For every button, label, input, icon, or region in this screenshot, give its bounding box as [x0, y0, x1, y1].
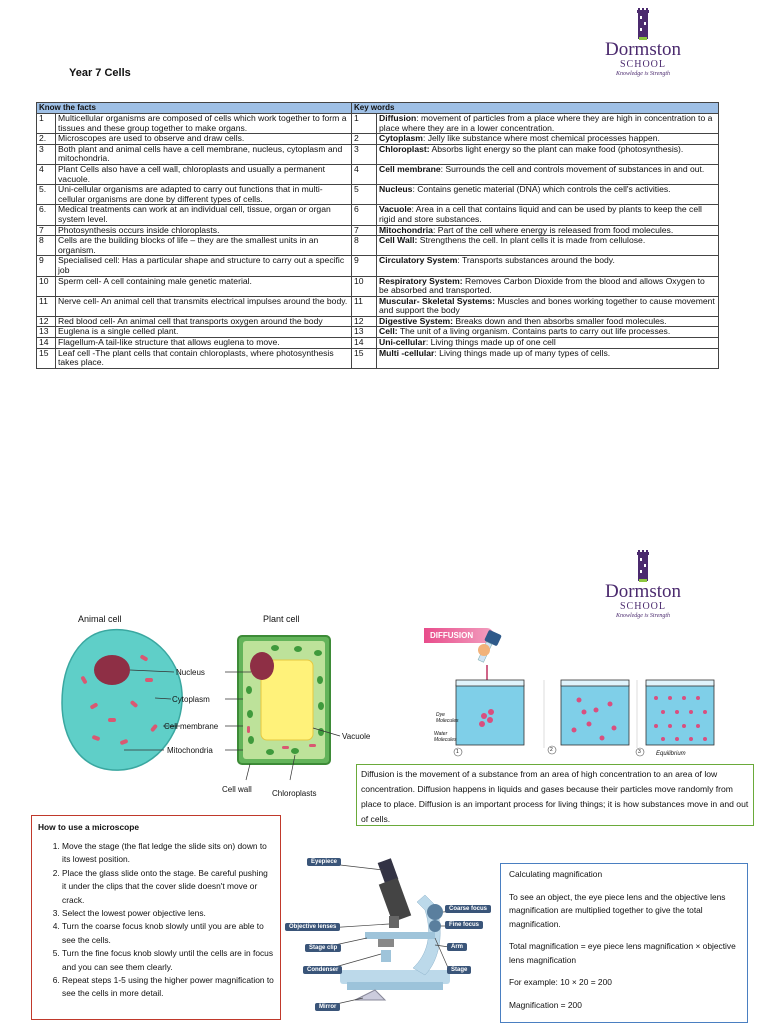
diffusion-text-box — [356, 764, 754, 826]
keyword-definition — [377, 276, 719, 296]
keyword-definition — [377, 236, 719, 256]
fact-text: Euglena is a single celled plant. — [56, 327, 352, 338]
fact-number: 5. — [37, 185, 56, 205]
keyword-term: Vacuole — [379, 204, 412, 215]
label-eyepiece: Eyepiece — [307, 858, 341, 866]
fact-text: Microscopes are used to observe and draw cells. — [56, 134, 352, 145]
label-mitochondria: Mitochondria — [167, 746, 213, 755]
stage-2: 2 — [550, 747, 553, 753]
diffusion-figure — [424, 620, 734, 764]
label-arm: Arm — [447, 943, 467, 951]
table-row — [37, 256, 719, 276]
keyword-number: 15 — [352, 348, 377, 368]
logo-motto: Knowledge is Strength — [615, 71, 671, 77]
keyword-number: 6 — [352, 205, 377, 225]
logo-motto: Knowledge is Strength — [615, 613, 671, 619]
keyword-def: Muscles and bones working together to cause movement and support the body — [379, 295, 715, 316]
water-label: Water Molecules — [434, 731, 457, 743]
keyword-def: The unit of a living organism. Contains parts to carry out life processes. — [397, 326, 671, 337]
fact-text: Photosynthesis occurs inside chloroplasts. — [56, 225, 352, 236]
fact-text: Sperm cell- A cell containing male genetic material. — [56, 276, 352, 296]
fact-number: 15 — [37, 348, 56, 368]
label-cytoplasm: Cytoplasm — [172, 695, 210, 704]
stage-1: 1 — [456, 749, 459, 755]
table-row — [37, 236, 719, 256]
diffusion-beakers — [424, 620, 734, 764]
howto-step: 6. Repeat steps 1-5 using the higher power magnification to see the cells in more detail. — [62, 974, 274, 1001]
keyword-number: 9 — [352, 256, 377, 276]
fact-text: Uni-cellular organisms are adapted to carry out functions that in multi-cellular organisms are done by different types of cells. — [56, 185, 352, 205]
magnification-p4: Magnification = 200 — [509, 999, 582, 1010]
howto-step: 3. Select the lowest power objective lens. — [62, 907, 274, 920]
tower-icon — [632, 550, 654, 582]
table-row — [37, 276, 719, 296]
cell-diagram — [50, 608, 380, 808]
fact-text: Plant Cells also have a cell wall, chloroplasts and usually a permanent vacuole. — [56, 164, 352, 184]
keyword-term: Multi -cellular — [379, 347, 435, 358]
keyword-definition — [377, 256, 719, 276]
howto-step: 5. Turn the fine focus knob slowly until the cells are in focus and you can see them clearly. — [62, 947, 274, 974]
equilibrium-label: Equilibrium — [656, 751, 686, 757]
fact-number: 7 — [37, 225, 56, 236]
keyword-term: Cell: — [379, 326, 398, 337]
fact-text: Nerve cell- An animal cell that transmits electrical impulses around the body. — [56, 296, 352, 316]
keyword-def: Breaks down and then absorbs smaller food molecules. — [453, 315, 667, 326]
fact-number: 1 — [37, 114, 56, 134]
label-objective-lenses: Objective lenses — [285, 923, 340, 931]
keyword-definition — [377, 316, 719, 327]
plant-cell-title: Plant cell — [263, 614, 300, 624]
keyword-term: Cell membrane — [379, 163, 441, 174]
keyword-term: Digestive System: — [379, 315, 454, 326]
fact-text: Cells are the building blocks of life – they are the smallest units in an organism. — [56, 236, 352, 256]
label-stage: Stage — [447, 966, 471, 974]
howto-step: 4. Turn the coarse focus knob slowly until you are able to see the cells. — [62, 920, 274, 947]
animal-nucleus — [94, 655, 130, 685]
table-row — [37, 327, 719, 338]
school-logo — [593, 8, 693, 78]
keyword-definition — [377, 225, 719, 236]
fact-number: 3 — [37, 144, 56, 164]
stage-3: 3 — [638, 749, 641, 755]
keyword-definition — [377, 185, 719, 205]
fact-number: 14 — [37, 338, 56, 349]
keyword-def: : Living things made up of one cell — [425, 337, 556, 348]
keyword-number: 13 — [352, 327, 377, 338]
keyword-definition — [377, 134, 719, 145]
fact-text: Multicellular organisms are composed of cells which work together to form a tissues and these group together to make organs. — [56, 114, 352, 134]
keyword-definition — [377, 114, 719, 134]
table-row — [37, 164, 719, 184]
label-fine-focus: Fine focus — [445, 921, 483, 929]
keyword-term: Chloroplast: — [379, 143, 430, 154]
keyword-def: : Surrounds the cell and controls movement of substances in and out. — [440, 163, 705, 174]
keyword-number: 1 — [352, 114, 377, 134]
fact-text: Specialised cell: Has a particular shape and structure to carry out a specific job — [56, 256, 352, 276]
keyword-term: Cytoplasm — [379, 133, 423, 144]
table-row — [37, 316, 719, 327]
fact-text: Flagellum-A tail-like structure that allows euglena to move. — [56, 338, 352, 349]
keyword-term: Uni-cellular — [379, 337, 426, 348]
keyword-def: : Living things made up of many types of cells. — [434, 347, 611, 358]
keyword-def: : movement of particles from a place where they are high in concentration to a place where they are in a lower concentration. — [379, 113, 713, 133]
keyword-definition — [377, 348, 719, 368]
keyword-def: : Jelly like substance where most chemical processes happen. — [422, 133, 660, 144]
keyword-number: 11 — [352, 296, 377, 316]
table-row — [37, 225, 719, 236]
keyword-definition — [377, 327, 719, 338]
label-condenser: Condenser — [303, 966, 342, 974]
keyword-def: : Area in a cell that contains liquid and can be used by plants to keep the cell rigid and store substances. — [379, 204, 702, 224]
table-row — [37, 114, 719, 134]
howto-title: How to use a microscope — [38, 822, 139, 832]
table-header-row — [37, 103, 719, 114]
fact-number: 12 — [37, 316, 56, 327]
magnification-box — [500, 863, 748, 1023]
table-row — [37, 144, 719, 164]
keyword-number: 5 — [352, 185, 377, 205]
table-row — [37, 338, 719, 349]
label-mirror: Mirror — [315, 1003, 340, 1011]
school-logo-2 — [593, 550, 693, 620]
microscope-howto-box — [31, 815, 281, 1020]
magnification-p1: To see an object, the eye piece lens and the objective lens magnification are multiplied together to give the total magnification. — [509, 891, 726, 929]
facts-table — [36, 102, 719, 369]
table-row — [37, 134, 719, 145]
fact-text: Leaf cell -The plant cells that contain chloroplasts, where photosynthesis takes place. — [56, 348, 352, 368]
table-row — [37, 296, 719, 316]
keywords-header: Key words — [352, 103, 719, 114]
magnification-p2: Total magnification = eye piece lens magnification × objective lens magnification — [509, 941, 736, 965]
fact-number: 11 — [37, 296, 56, 316]
microscope-icon — [285, 850, 495, 1020]
keyword-term: Muscular- Skeletal Systems: — [379, 295, 496, 306]
keyword-definition — [377, 338, 719, 349]
howto-steps — [38, 840, 274, 1001]
magnification-title: Calculating magnification — [509, 869, 603, 879]
keyword-def: Removes Carbon Dioxide from the blood and allows Oxygen to be absorbed and transported. — [379, 275, 705, 296]
fact-text: Red blood cell- An animal cell that transports oxygen around the body — [56, 316, 352, 327]
logo-name: Dormston — [605, 39, 681, 60]
label-vacuole: Vacuole — [342, 732, 371, 741]
keyword-number: 4 — [352, 164, 377, 184]
keyword-number: 14 — [352, 338, 377, 349]
keyword-definition — [377, 164, 719, 184]
keyword-definition — [377, 296, 719, 316]
fact-number: 4 — [37, 164, 56, 184]
howto-step: 2. Place the glass slide onto the stage. Be careful pushing it under the clips that the cover slide doesn't move or crack. — [62, 867, 274, 907]
keyword-term: Respiratory System: — [379, 275, 463, 286]
animal-cell-title: Animal cell — [78, 614, 122, 624]
diffusion-banner-text: DIFFUSION — [430, 631, 474, 640]
fact-number: 6. — [37, 205, 56, 225]
page-title: Year 7 Cells — [69, 67, 131, 79]
keyword-def: : Transports substances around the body. — [457, 255, 615, 266]
cell-diagram-graphic — [50, 608, 380, 808]
diffusion-text: Diffusion is the movement of a substance from an area of high concentration to an area of low concentration. Diffusion happens in liquids and gases because their particles move randomly from place to place. Diffusion is an important process for living things; it is how substances move in and out of cells. — [361, 769, 749, 824]
label-coarse-focus: Coarse focus — [445, 905, 491, 913]
fact-number: 9 — [37, 256, 56, 276]
table-row — [37, 348, 719, 368]
fact-text: Medical treatments can work at an individual cell, tissue, organ or organ system level. — [56, 205, 352, 225]
logo-school: SCHOOL — [619, 59, 666, 70]
keyword-number: 2 — [352, 134, 377, 145]
keyword-number: 8 — [352, 236, 377, 256]
howto-step: 1. Move the stage (the flat ledge the slide sits on) down to its lowest position. — [62, 840, 274, 867]
keyword-number: 3 — [352, 144, 377, 164]
label-cell-wall: Cell wall — [222, 785, 252, 794]
dye-label: Dye Molecules — [436, 712, 459, 724]
label-nucleus: Nucleus — [176, 668, 205, 677]
plant-nucleus — [250, 652, 274, 680]
keyword-number: 12 — [352, 316, 377, 327]
keyword-term: Cell Wall: — [379, 235, 418, 246]
logo-school: SCHOOL — [619, 601, 666, 612]
table-row — [37, 205, 719, 225]
animal-cell-shape — [62, 630, 182, 770]
microscope-diagram — [285, 850, 495, 1020]
keyword-definition — [377, 144, 719, 164]
keyword-def: Strengthens the cell. In plant cells it is made from cellulose. — [417, 235, 646, 246]
magnification-p3: For example: 10 × 20 = 200 — [509, 977, 612, 987]
keyword-def: : Part of the cell where energy is released from food molecules. — [432, 224, 674, 235]
label-chloroplasts: Chloroplasts — [272, 789, 317, 798]
fact-number: 10 — [37, 276, 56, 296]
keyword-def: : Contains genetic material (DNA) which controls the cell's activities. — [412, 184, 671, 195]
keyword-def: Absorbs light energy so the plant can make food (photosynthesis). — [429, 143, 684, 154]
fact-number: 2. — [37, 134, 56, 145]
keyword-definition — [377, 205, 719, 225]
keyword-number: 10 — [352, 276, 377, 296]
keyword-term: Diffusion — [379, 113, 417, 123]
facts-header: Know the facts — [37, 103, 352, 114]
keyword-term: Nucleus — [379, 184, 413, 195]
logo-name: Dormston — [605, 581, 681, 602]
tower-icon — [632, 8, 654, 40]
keyword-number: 7 — [352, 225, 377, 236]
label-cell-membrane: Cell membrane — [164, 722, 219, 731]
fact-number: 8 — [37, 236, 56, 256]
fact-number: 13 — [37, 327, 56, 338]
keyword-term: Circulatory System — [379, 255, 458, 266]
fact-text: Both plant and animal cells have a cell membrane, nucleus, cytoplasm and mitochondria. — [56, 144, 352, 164]
table-row — [37, 185, 719, 205]
keyword-term: Mitochondria — [379, 224, 433, 235]
label-stage-clip: Stage clip — [305, 944, 341, 952]
